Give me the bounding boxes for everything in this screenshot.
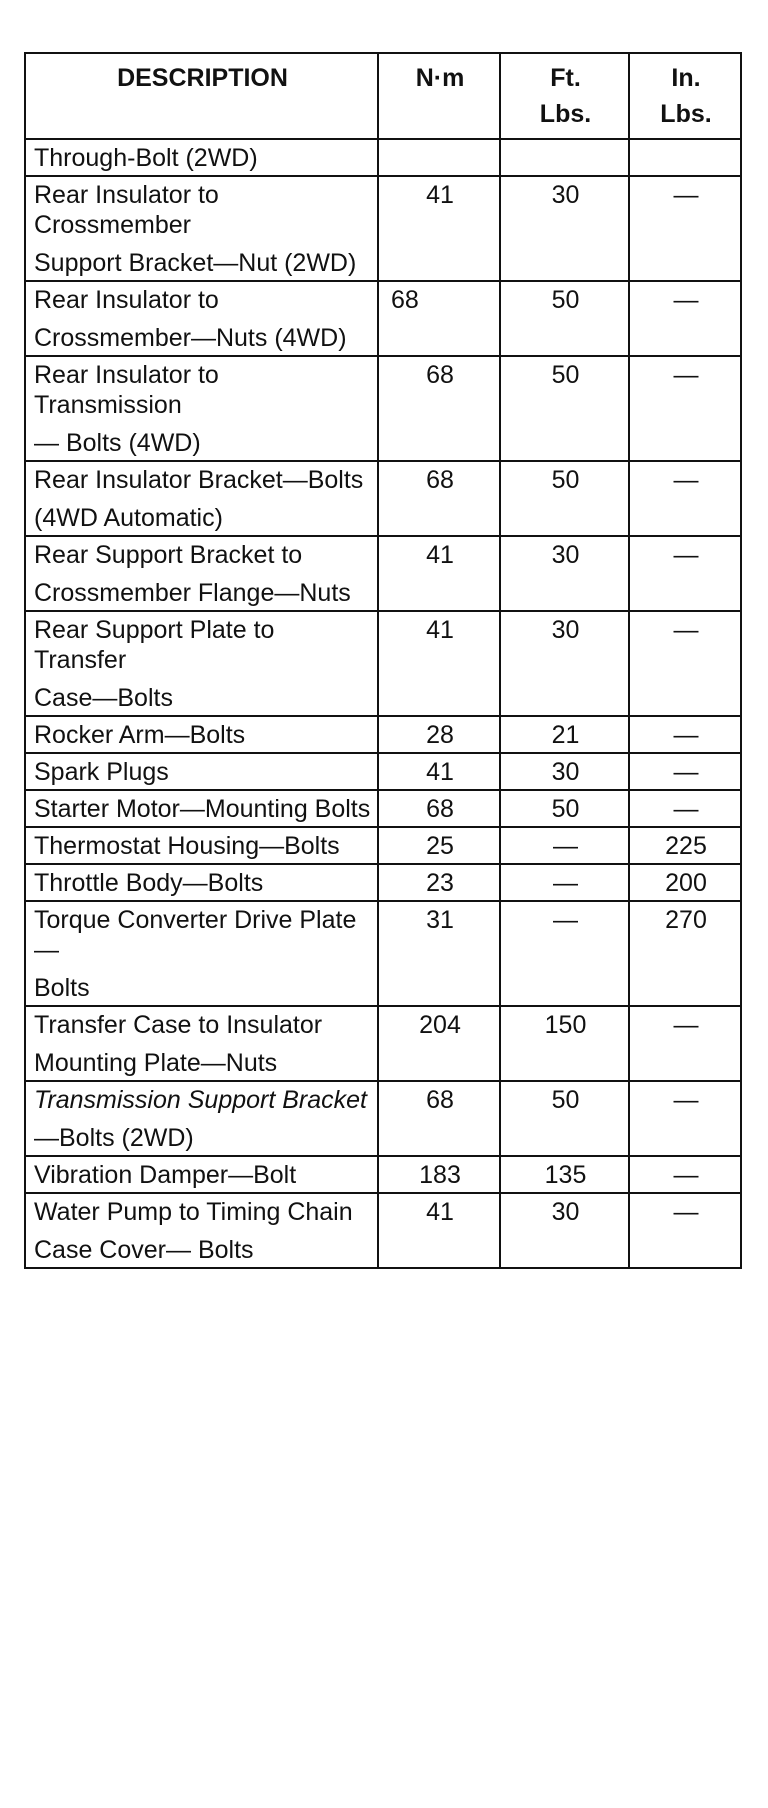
newton-meters-cell (378, 790, 500, 827)
ft-value: 50 (551, 1086, 580, 1114)
description-cell (25, 901, 378, 1006)
description-line: Thermostat Housing—Bolts (34, 832, 340, 860)
description-line: Support Bracket—Nut (2WD) (34, 249, 357, 277)
foot-pounds-cell (500, 1081, 629, 1156)
ft-value: 30 (551, 1198, 580, 1226)
in-value: — (673, 721, 699, 749)
nm-value: 68 (426, 466, 454, 494)
inch-pounds-cell (629, 536, 741, 611)
nm-value: 41 (426, 1198, 454, 1226)
table-row (25, 901, 741, 1006)
header-newton-meters: N·m (378, 53, 500, 139)
table-body (25, 139, 741, 1268)
in-value: — (673, 181, 699, 209)
description-line: Vibration Damper—Bolt (34, 1161, 297, 1189)
foot-pounds-cell (500, 790, 629, 827)
newton-meters-cell (378, 176, 500, 281)
newton-meters-cell (378, 139, 500, 176)
in-value: — (673, 758, 699, 786)
newton-meters-cell (378, 281, 500, 356)
description-line: Water Pump to Timing Chain (34, 1198, 353, 1226)
nm-value: 31 (426, 906, 454, 934)
table-row (25, 611, 741, 716)
description-line: Starter Motor—Mounting Bolts (34, 795, 371, 823)
ft-value: 30 (551, 616, 580, 644)
ft-value: 30 (551, 758, 580, 786)
table-row (25, 790, 741, 827)
foot-pounds-cell (500, 536, 629, 611)
inch-pounds-cell (629, 1006, 741, 1081)
header-row (25, 53, 741, 139)
description-line: Mounting Plate—Nuts (34, 1049, 278, 1077)
table-row (25, 864, 741, 901)
nm-value: 41 (426, 616, 454, 644)
description-line: Rear Support Bracket to (34, 541, 303, 569)
newton-meters-cell (378, 1081, 500, 1156)
ft-value: 30 (551, 181, 580, 209)
table-row (25, 753, 741, 790)
description-line: Case Cover— Bolts (34, 1236, 254, 1264)
description-line: Torque Converter Drive Plate— (34, 906, 357, 964)
nm-value: 23 (426, 869, 454, 897)
foot-pounds-cell (500, 281, 629, 356)
foot-pounds-cell (500, 753, 629, 790)
newton-meters-cell (378, 536, 500, 611)
description-line: Rear Support Plate to Transfer (34, 616, 275, 674)
inch-pounds-cell (629, 356, 741, 461)
table-row (25, 139, 741, 176)
description-line: Rear Insulator to Crossmember (34, 181, 219, 239)
foot-pounds-cell (500, 176, 629, 281)
newton-meters-cell (378, 611, 500, 716)
inch-pounds-cell (629, 901, 741, 1006)
table-row (25, 281, 741, 356)
description-cell (25, 716, 378, 753)
table-row (25, 176, 741, 281)
ft-value: 50 (551, 795, 580, 823)
newton-meters-cell (378, 1193, 500, 1268)
in-value: — (673, 361, 699, 389)
nm-value: 25 (426, 832, 454, 860)
description-line: Rear Insulator to (34, 286, 219, 314)
ft-value: 135 (544, 1161, 587, 1189)
in-value: 270 (665, 906, 707, 934)
nm-value: 68 (426, 361, 454, 389)
foot-pounds-cell (500, 1193, 629, 1268)
inch-pounds-cell (629, 790, 741, 827)
newton-meters-cell (378, 356, 500, 461)
header-foot-pounds (500, 53, 629, 139)
description-cell (25, 139, 378, 176)
newton-meters-cell (378, 753, 500, 790)
foot-pounds-cell (500, 356, 629, 461)
inch-pounds-cell (629, 827, 741, 864)
table-row (25, 1156, 741, 1193)
description-cell (25, 1156, 378, 1193)
nm-value: 68 (426, 795, 454, 823)
foot-pounds-cell (500, 139, 629, 176)
foot-pounds-cell (500, 864, 629, 901)
nm-value: 41 (426, 181, 454, 209)
header-inch-pounds (629, 53, 741, 139)
ft-value: — (553, 832, 578, 860)
description-line: (4WD Automatic) (34, 504, 223, 532)
inch-pounds-cell (629, 716, 741, 753)
newton-meters-cell (378, 1006, 500, 1081)
description-line: Through-Bolt (2WD) (34, 144, 258, 172)
table-row (25, 536, 741, 611)
in-value: — (673, 616, 699, 644)
foot-pounds-cell (500, 461, 629, 536)
description-cell (25, 827, 378, 864)
ft-value: 50 (551, 361, 580, 389)
in-value: — (673, 466, 699, 494)
in-value: 225 (665, 832, 707, 860)
nm-value: 28 (426, 721, 454, 749)
torque-spec-table (24, 52, 742, 1269)
ft-value: — (553, 869, 578, 897)
nm-value: 204 (419, 1011, 461, 1039)
inch-pounds-cell (629, 753, 741, 790)
ft-value: 30 (551, 541, 580, 569)
newton-meters-cell (378, 1156, 500, 1193)
inch-pounds-cell (629, 1193, 741, 1268)
in-value: — (673, 1198, 699, 1226)
foot-pounds-cell (500, 1156, 629, 1193)
foot-pounds-cell (500, 827, 629, 864)
description-cell (25, 461, 378, 536)
table-row (25, 461, 741, 536)
header-in-line2: Lbs. (660, 100, 712, 128)
table-row (25, 1193, 741, 1268)
header-ft-line1: Ft. (550, 64, 581, 92)
description-line: Transmission Support Bracket (34, 1086, 367, 1114)
foot-pounds-cell (500, 716, 629, 753)
description-line: Crossmember—Nuts (4WD) (34, 324, 347, 352)
inch-pounds-cell (629, 864, 741, 901)
description-cell (25, 611, 378, 716)
header-ft-line2: Lbs. (539, 100, 592, 128)
ft-value: 50 (551, 286, 580, 314)
nm-value: 41 (426, 541, 454, 569)
ft-value: 21 (551, 721, 580, 749)
foot-pounds-cell (500, 901, 629, 1006)
table-row (25, 356, 741, 461)
inch-pounds-cell (629, 611, 741, 716)
nm-value: 41 (426, 758, 454, 786)
header-description: DESCRIPTION (25, 53, 378, 139)
description-cell (25, 753, 378, 790)
inch-pounds-cell (629, 281, 741, 356)
description-line: Rear Insulator to Transmission (34, 361, 219, 419)
description-cell (25, 281, 378, 356)
in-value: — (673, 1011, 699, 1039)
description-line: Crossmember Flange—Nuts (34, 579, 351, 607)
nm-value: 68 (391, 286, 419, 314)
description-cell (25, 864, 378, 901)
description-line: Bolts (34, 974, 90, 1002)
table-row (25, 827, 741, 864)
description-line: — Bolts (4WD) (34, 429, 201, 457)
description-cell (25, 1081, 378, 1156)
table-row (25, 1081, 741, 1156)
ft-value: 150 (544, 1011, 587, 1039)
in-value: — (673, 541, 699, 569)
newton-meters-cell (378, 901, 500, 1006)
description-line: Spark Plugs (34, 758, 169, 786)
nm-value: 68 (426, 1086, 454, 1114)
newton-meters-cell (378, 716, 500, 753)
in-value: 200 (665, 869, 707, 897)
description-line: Case—Bolts (34, 684, 173, 712)
nm-value: 183 (419, 1161, 461, 1189)
description-line: Throttle Body—Bolts (34, 869, 264, 897)
in-value: — (673, 1161, 699, 1189)
description-line: Rear Insulator Bracket—Bolts (34, 466, 364, 494)
description-line: —Bolts (2WD) (34, 1124, 194, 1152)
foot-pounds-cell (500, 1006, 629, 1081)
ft-value: 50 (551, 466, 580, 494)
inch-pounds-cell (629, 176, 741, 281)
table-header (25, 53, 741, 139)
foot-pounds-cell (500, 611, 629, 716)
table-row (25, 1006, 741, 1081)
description-cell (25, 176, 378, 281)
header-in-line1: In. (671, 64, 701, 92)
in-value: — (673, 1086, 699, 1114)
description-line: Rocker Arm—Bolts (34, 721, 246, 749)
description-cell (25, 790, 378, 827)
description-cell (25, 356, 378, 461)
newton-meters-cell (378, 864, 500, 901)
inch-pounds-cell (629, 1081, 741, 1156)
table-row (25, 716, 741, 753)
description-cell (25, 536, 378, 611)
in-value: — (673, 286, 699, 314)
inch-pounds-cell (629, 461, 741, 536)
description-cell (25, 1193, 378, 1268)
newton-meters-cell (378, 461, 500, 536)
in-value: — (673, 795, 699, 823)
torque-spec-sheet (24, 52, 740, 1269)
inch-pounds-cell (629, 1156, 741, 1193)
inch-pounds-cell (629, 139, 741, 176)
newton-meters-cell (378, 827, 500, 864)
description-cell (25, 1006, 378, 1081)
ft-value: — (553, 906, 578, 934)
description-line: Transfer Case to Insulator (34, 1011, 323, 1039)
